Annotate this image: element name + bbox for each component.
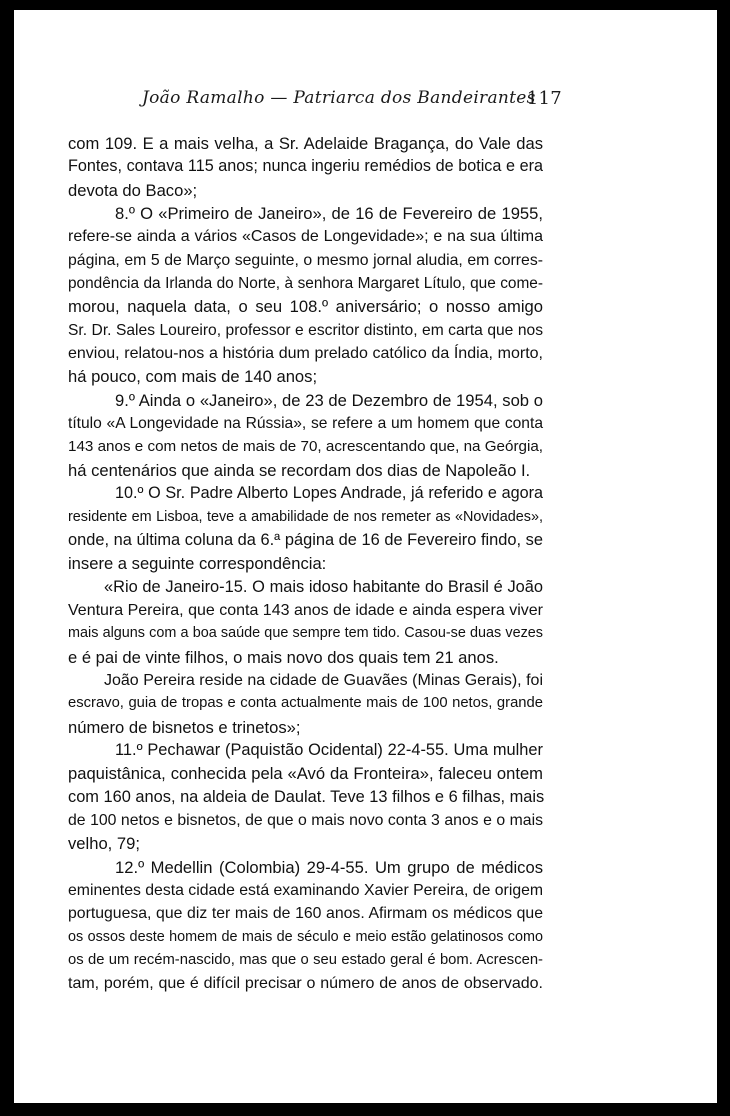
body-text: [68, 132, 543, 996]
text-line: insere a seguinte correspondência:: [68, 554, 327, 574]
text-line: Fontes, contava 115 anos; nunca ingeriu remédios de botica e era: [68, 157, 543, 176]
text-line: 143 anos e com netos de mais de 70, acrescentando que, na Geórgia,: [68, 438, 543, 456]
text-line: residente em Lisboa, teve a amabilidade de nos remeter as «Novidades»,: [68, 508, 543, 525]
text-line: 11.º Pechawar (Paquistão Ocidental) 22-4-55. Uma mulher: [115, 740, 543, 759]
text-line: 8.º O «Primeiro de Janeiro», de 16 de Fevereiro de 1955,: [115, 204, 543, 224]
running-title: João Ramalho — Patriarca dos Bandeirantes: [142, 88, 536, 108]
text-line: título «A Longevidade na Rússia», se refere a um homem que conta: [68, 415, 543, 433]
text-line: morou, naquela data, o seu 108.º aniversário; o nosso amigo: [68, 297, 543, 317]
text-line: número de bisnetos e trinetos»;: [68, 717, 301, 737]
text-line: Sr. Dr. Sales Loureiro, professor e escritor distinto, em carta que nos: [68, 321, 543, 339]
text-line: com 160 anos, na aldeia de Daulat. Teve 13 filhos e 6 filhas, mais: [68, 787, 545, 806]
text-line: 9.º Ainda o «Janeiro», de 23 de Dezembro de 1954, sob o: [115, 390, 543, 410]
text-line: onde, na última coluna da 6.ª página de 16 de Fevereiro findo, se: [68, 530, 543, 549]
text-line: enviou, relatou-nos a história dum prelado católico da Índia, morto,: [68, 345, 543, 363]
text-line: Ventura Pereira, que conta 143 anos de idade e ainda espera viver: [68, 601, 543, 619]
text-line: os ossos deste homem de mais de século e meio estão gelatinosos como: [68, 928, 543, 945]
text-line: página, em 5 de Março seguinte, o mesmo jornal aludia, em corres-: [68, 251, 543, 269]
text-line: João Pereira reside na cidade de Guavães (Minas Gerais), foi: [104, 671, 543, 689]
text-line: e é pai de vinte filhos, o mais novo dos quais tem 21 anos.: [68, 647, 499, 667]
page-number: 117: [526, 88, 562, 109]
text-line: 10.º O Sr. Padre Alberto Lopes Andrade, já referido e agora: [115, 484, 543, 503]
text-line: escravo, guia de tropas e conta actualmente mais de 100 netos, grande: [68, 695, 543, 712]
book-page: [14, 10, 717, 1103]
text-line: refere-se ainda a vários «Casos de Longevidade»; e na sua última: [68, 228, 543, 246]
text-line: pondência da Irlanda do Norte, à senhora Margaret Lítulo, que come-: [68, 275, 543, 293]
text-line: 12.º Medellin (Colombia) 29-4-55. Um grupo de médicos: [115, 857, 543, 877]
text-line: há centenários que ainda se recordam dos dias de Napoleão I.: [68, 460, 531, 480]
text-line: há pouco, com mais de 140 anos;: [68, 367, 318, 387]
text-line: com 109. E a mais velha, a Sr. Adelaide Bragança, do Vale das: [68, 134, 543, 153]
text-line: tam, porém, que é difícil precisar o número de anos de observado.: [68, 975, 543, 993]
text-line: devota do Baco»;: [68, 180, 198, 200]
text-line: de 100 netos e bisnetos, de que o mais novo conta 3 anos e o mais: [68, 811, 543, 829]
text-line: «Rio de Janeiro-15. O mais idoso habitante do Brasil é João: [104, 577, 543, 596]
text-line: portuguesa, que diz ter mais de 160 anos. Afirmam os médicos que: [68, 905, 543, 923]
running-header: [142, 88, 562, 116]
text-line: paquistânica, conhecida pela «Avó da Fronteira», faleceu ontem: [68, 764, 543, 784]
text-line: mais alguns com a boa saúde que sempre tem tido. Casou-se duas vezes: [68, 625, 543, 642]
text-line: os de um recém-nascido, mas que o seu estado geral é bom. Acrescen-: [68, 952, 543, 969]
text-line: velho, 79;: [68, 834, 140, 854]
text-line: eminentes desta cidade está examinando Xavier Pereira, de origem: [68, 882, 544, 899]
